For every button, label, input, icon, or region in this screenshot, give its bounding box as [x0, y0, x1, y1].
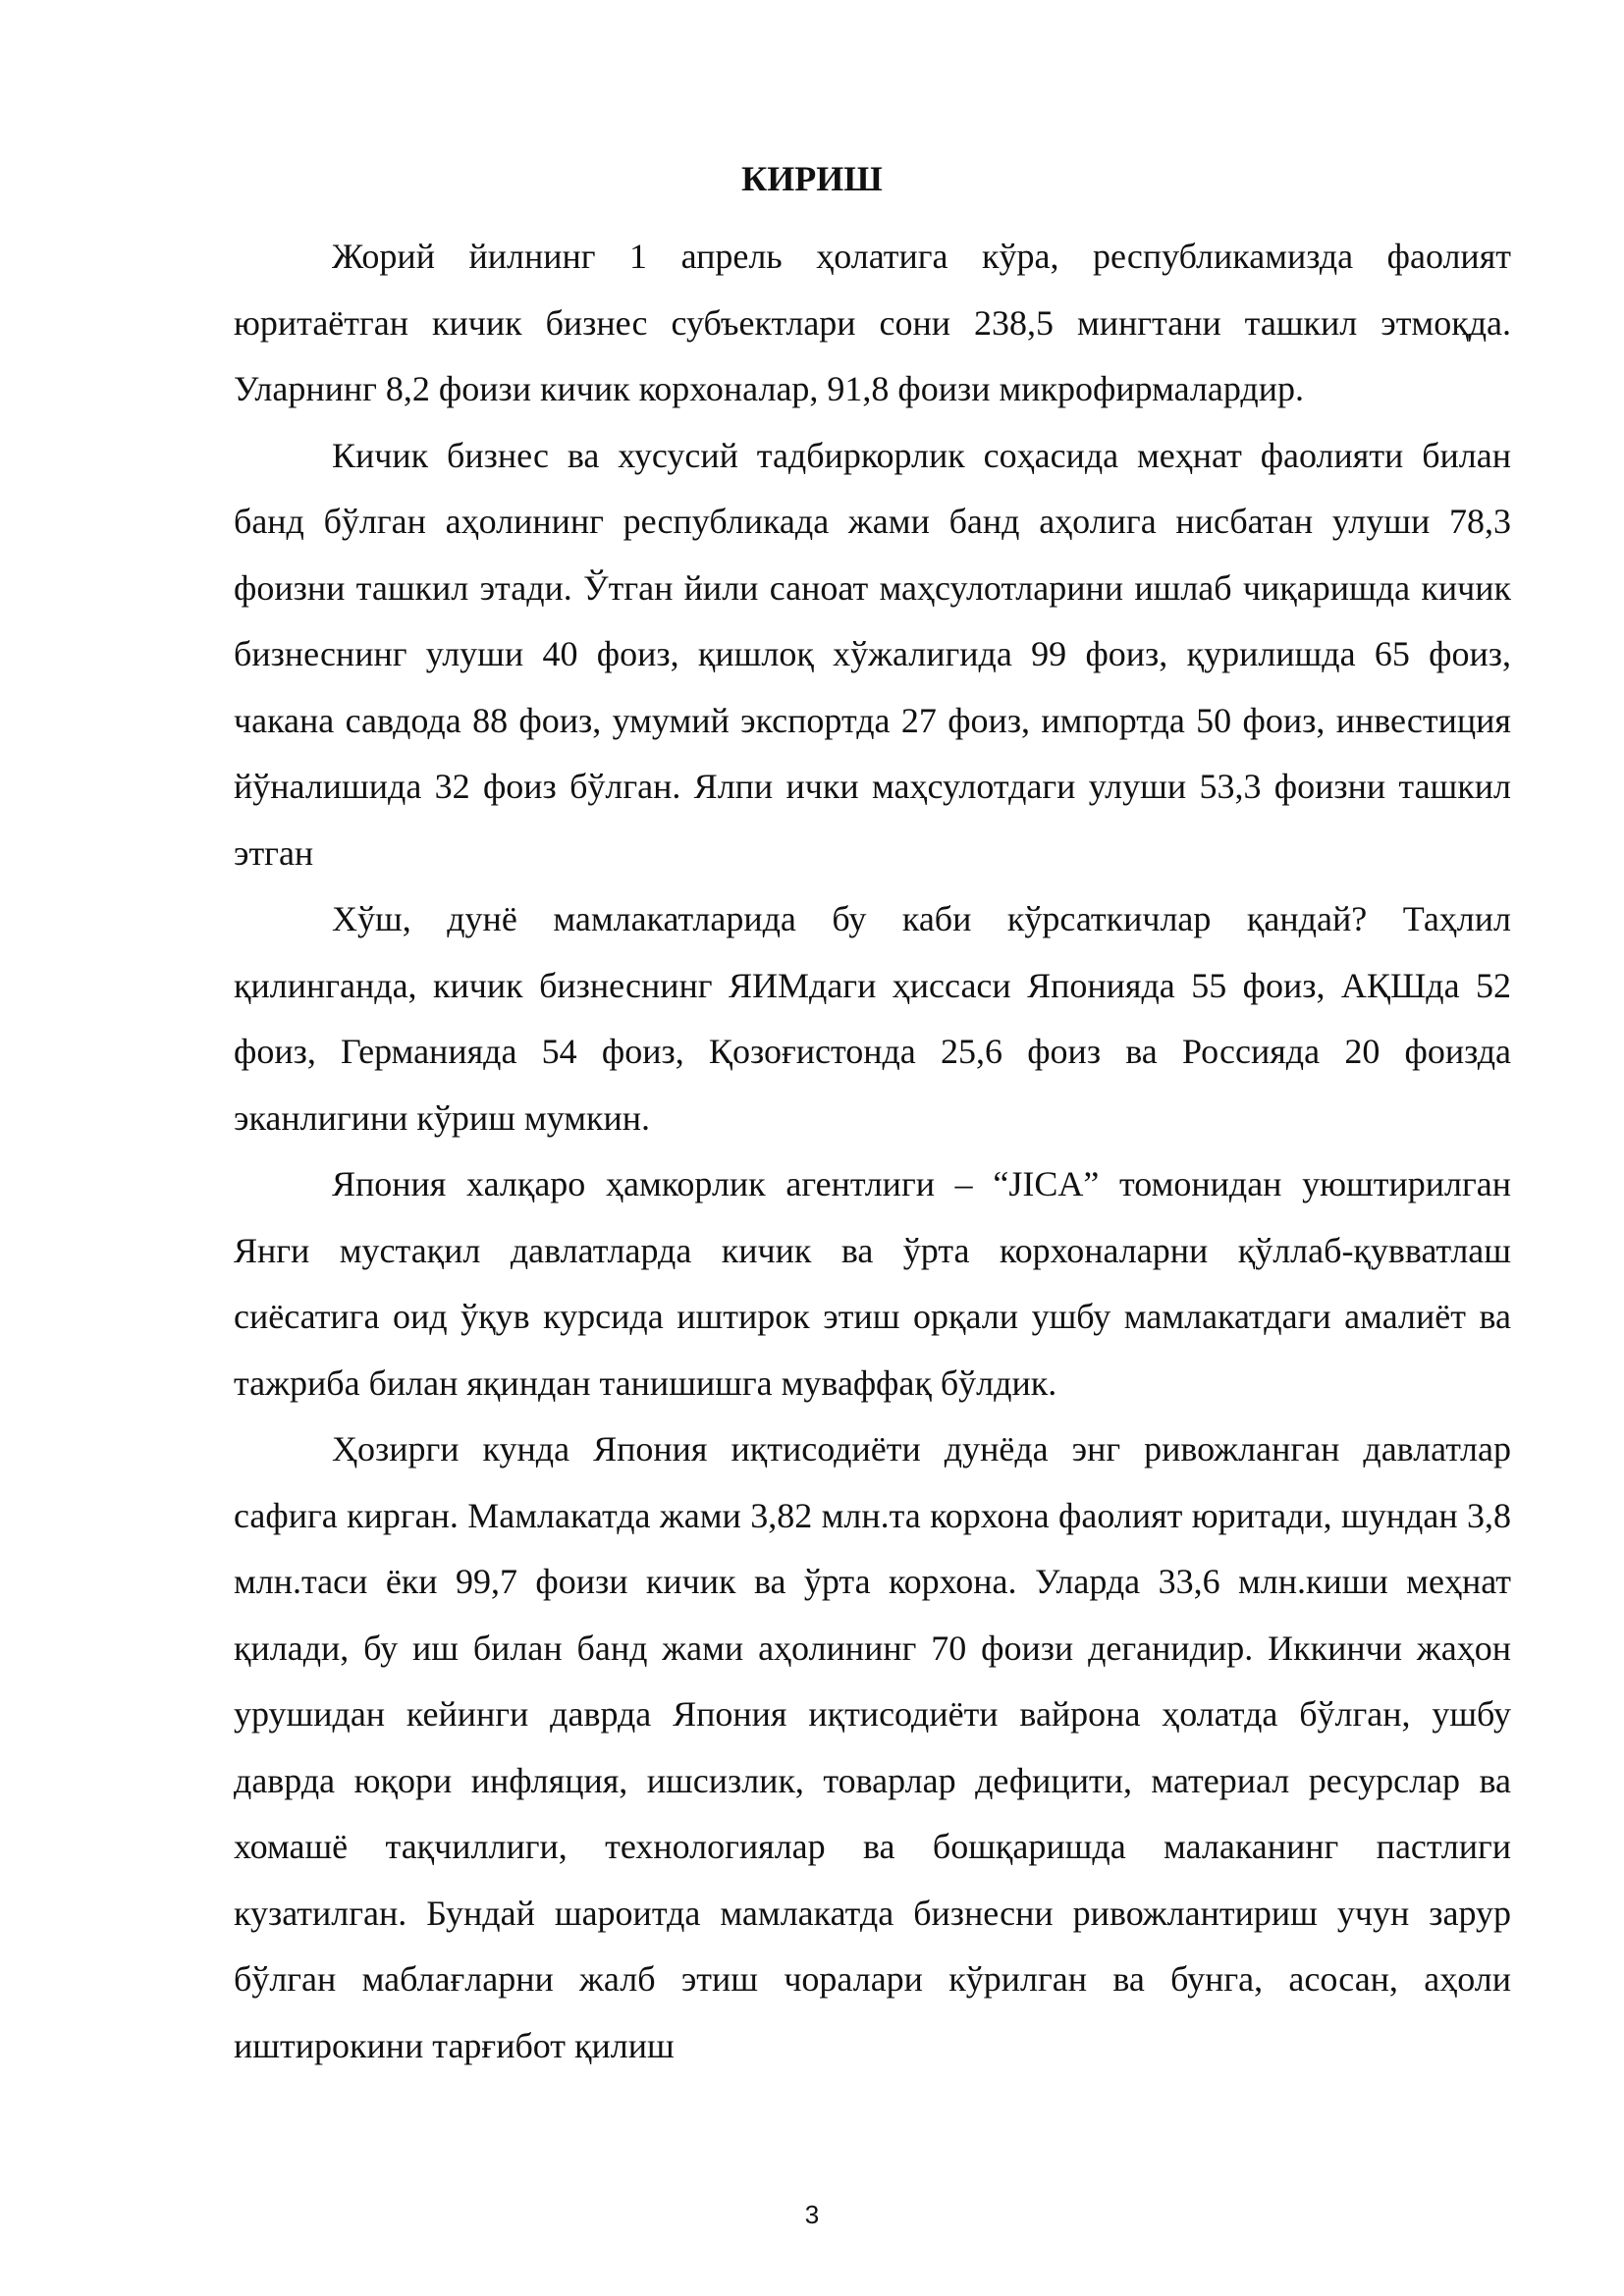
- paragraph-4: Япония халқаро ҳамкорлик агентлиги – “JICA” томонидан уюштирилган Янги мустақил давлатларда кичик ва ўрта корхоналарни қўллаб-қувватлаш сиёсатига оид ўқув курсида иштирок этиш орқали ушбу мамлакатдаги амалиёт ва тажриба билан яқиндан танишишга муваффақ бўлдик.: [234, 1164, 1511, 1403]
- page-number: 3: [804, 2200, 820, 2229]
- paragraph-3: Хўш, дунё мамлакатларида бу каби кўрсаткичлар қандай? Таҳлил қилинганда, кичик бизнеснинг ЯИМдаги ҳиссаси Японияда 55 фоиз, АҚШда 52 фоиз, Германияда 54 фоиз, Қозоғистонда 25,6 фоиз ва Россияда 20 фоизда эканлигини кўриш мумкин.: [234, 899, 1511, 1138]
- body-text: [234, 224, 1511, 2079]
- paragraph-1: Жорий йилнинг 1 апрель ҳолатига кўра, республикамизда фаолият юритаётган кичик бизнес субъектлари сони 238,5 мингтани ташкил этмоқда. Уларнинг 8,2 фоизи кичик корхоналар, 91,8 фоизи микрофирмалардир.: [234, 237, 1511, 408]
- paragraph-5: Ҳозирги кунда Япония иқтисодиёти дунёда энг ривожланган давлатлар сафига кирган. Мамлакатда жами 3,82 млн.та корхона фаолият юритади, шундан 3,8 млн.таси ёки 99,7 фоизи кичик ва ўрта корхона. Уларда 33,6 млн.киши меҳнат қилади, бу иш билан банд жами аҳолининг 70 фоизи деганидир. Иккинчи жаҳон урушидан кейинги даврда Япония иқтисодиёти вайрона ҳолатда бўлган, ушбу даврда юқори инфляция, ишсизлик, товарлар дефицити, материал ресурслар ва хомашё тақчиллиги, технологиялар ва бошқаришда малаканинг пастлиги кузатилган. Бундай шароитда мамлакатда бизнесни ривожлантириш учун зарур бўлган маблағларни жалб этиш чоралари кўрилган ва бунга, асосан, аҳоли иштирокини тарғибот қилиш: [234, 1429, 1511, 2065]
- paragraph-2: Кичик бизнес ва хусусий тадбиркорлик соҳасида меҳнат фаолияти билан банд бўлган аҳолининг республикада жами банд аҳолига нисбатан улуши 78,3 фоизни ташкил этади. Ўтган йили саноат маҳсулотларини ишлаб чиқаришда кичик бизнеснинг улуши 40 фоиз, қишлоқ хўжалигида 99 фоиз, қурилишда 65 фоиз, чакана савдода 88 фоиз, умумий экспортда 27 фоиз, импортда 50 фоиз, инвестиция йўналишида 32 фоиз бўлган. Ялпи ички маҳсулотдаги улуши 53,3 фоизни ташкил этган: [234, 435, 1511, 873]
- page-title: КИРИШ: [741, 159, 883, 198]
